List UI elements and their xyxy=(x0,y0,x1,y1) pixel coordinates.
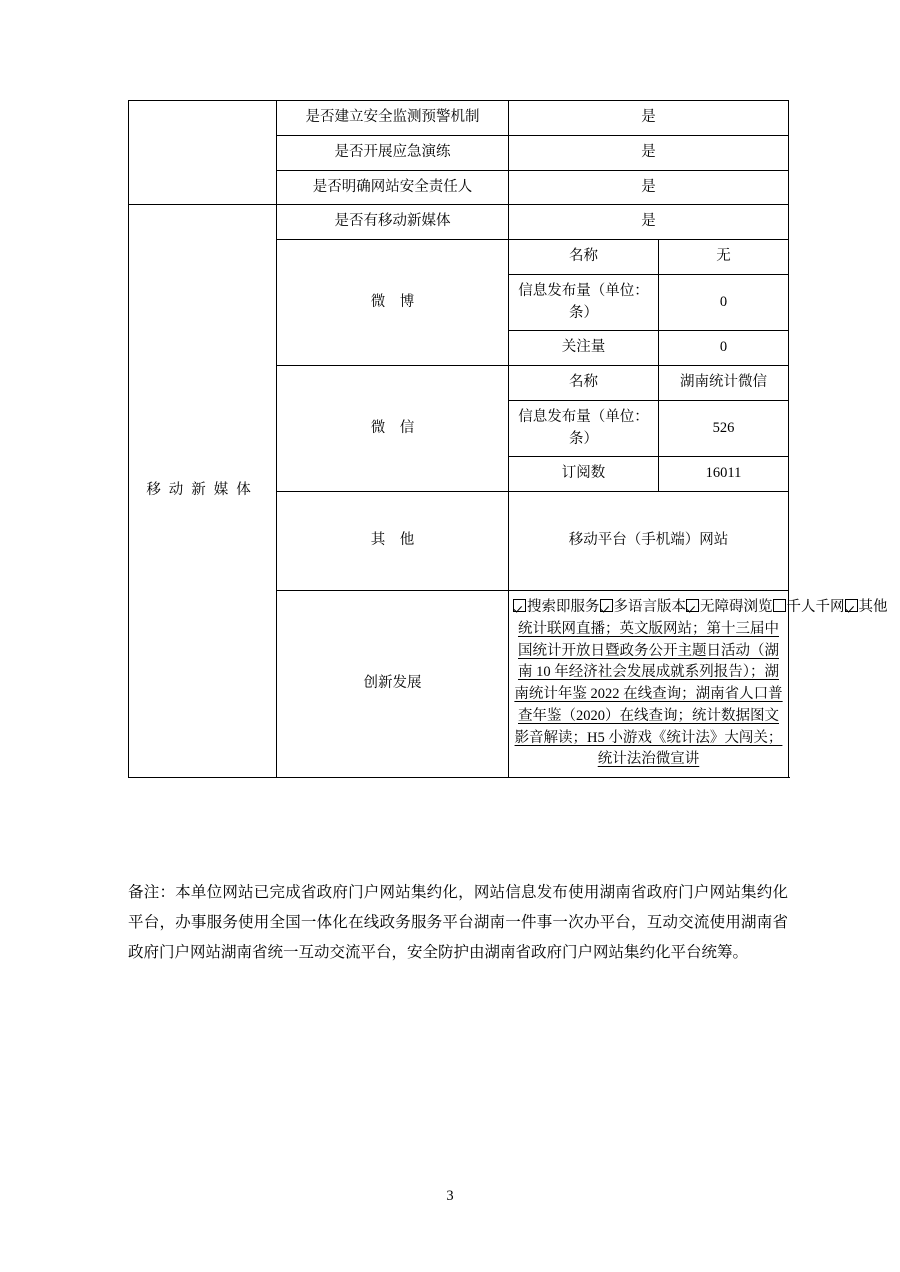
row-label: 名称 xyxy=(509,240,659,275)
checkbox-icon[interactable] xyxy=(600,599,613,612)
row-label: 是否建立安全监测预警机制 xyxy=(277,101,509,136)
weixin-name-cell: 微 信 xyxy=(277,366,509,492)
checkbox-label: 多语言版本 xyxy=(613,599,686,615)
table-row xyxy=(129,205,789,240)
checkbox-item[interactable] xyxy=(773,599,845,615)
remark-block xyxy=(128,878,788,967)
checkbox-item[interactable] xyxy=(686,599,773,615)
checkbox-icon[interactable] xyxy=(773,599,786,612)
checkbox-label: 其他 xyxy=(858,599,888,615)
row-label: 是否明确网站安全责任人 xyxy=(277,170,509,205)
row-value: 526 xyxy=(659,400,789,457)
website-report-table xyxy=(128,100,888,778)
checkbox-label: 无障碍浏览 xyxy=(700,599,773,615)
row-value: 是 xyxy=(509,135,789,170)
row-value: 湖南统计微信 xyxy=(659,366,789,401)
innovation-checkbox-row xyxy=(513,597,888,619)
weibo-name-cell: 微 博 xyxy=(277,240,509,366)
row-label: 关注量 xyxy=(509,331,659,366)
checkbox-item[interactable] xyxy=(600,599,687,615)
checkbox-icon[interactable] xyxy=(513,599,526,612)
checkbox-label: 搜索即服务 xyxy=(527,599,600,615)
row-label: 信息发布量（单位：条） xyxy=(509,274,659,331)
innovation-detail-text: 统计联网直播；英文版网站；第十三届中国统计开放日暨政务公开主题日活动（湖南 10 年经济社会发展成就系列报告）；湖南统计年鉴 2022 在线查询；湖南省人口普查年鉴（2020）在线查询；统计数据图文影音解读；H5 小游戏《统计法》大闯关；统计法治微宣讲 xyxy=(514,620,783,768)
row-label: 是否有移动新媒体 xyxy=(277,205,509,240)
mobile-media-category-cell: 移动新媒体 xyxy=(129,205,277,778)
checkbox-icon[interactable] xyxy=(845,599,858,612)
row-label: 订阅数 xyxy=(509,457,659,492)
security-category-cell xyxy=(129,101,277,205)
checkbox-icon[interactable] xyxy=(686,599,699,612)
row-label: 名称 xyxy=(509,366,659,401)
row-value: 0 xyxy=(659,274,789,331)
checkbox-item[interactable] xyxy=(513,599,600,615)
row-value: 0 xyxy=(659,331,789,366)
checkbox-label: 千人千网 xyxy=(786,599,845,615)
innovation-content-cell xyxy=(509,591,888,778)
other-label-cell: 其 他 xyxy=(277,492,509,591)
checkbox-item[interactable] xyxy=(845,599,888,615)
table-row xyxy=(129,101,789,136)
row-value: 无 xyxy=(659,240,789,275)
remark-text: 本单位网站已完成省政府门户网站集约化，网站信息发布使用湖南省政府门户网站集约化平台，办事服务使用全国一体化在线政务服务平台湖南一件事一次办平台，互动交流使用湖南省政府门户网站湖南省统一互动交流平台，安全防护由湖南省政府门户网站集约化平台统筹。 xyxy=(128,884,788,961)
page-number: 3 xyxy=(446,1188,454,1204)
innovation-category-cell: 创新发展 xyxy=(277,591,509,778)
other-value-cell: 移动平台（手机端）网站 xyxy=(509,492,789,591)
row-value: 是 xyxy=(509,205,789,240)
row-value: 是 xyxy=(509,170,789,205)
row-value: 是 xyxy=(509,101,789,136)
row-value: 16011 xyxy=(659,457,789,492)
row-label: 是否开展应急演练 xyxy=(277,135,509,170)
row-label: 信息发布量（单位：条） xyxy=(509,400,659,457)
remark-prefix: 备注： xyxy=(128,884,176,901)
